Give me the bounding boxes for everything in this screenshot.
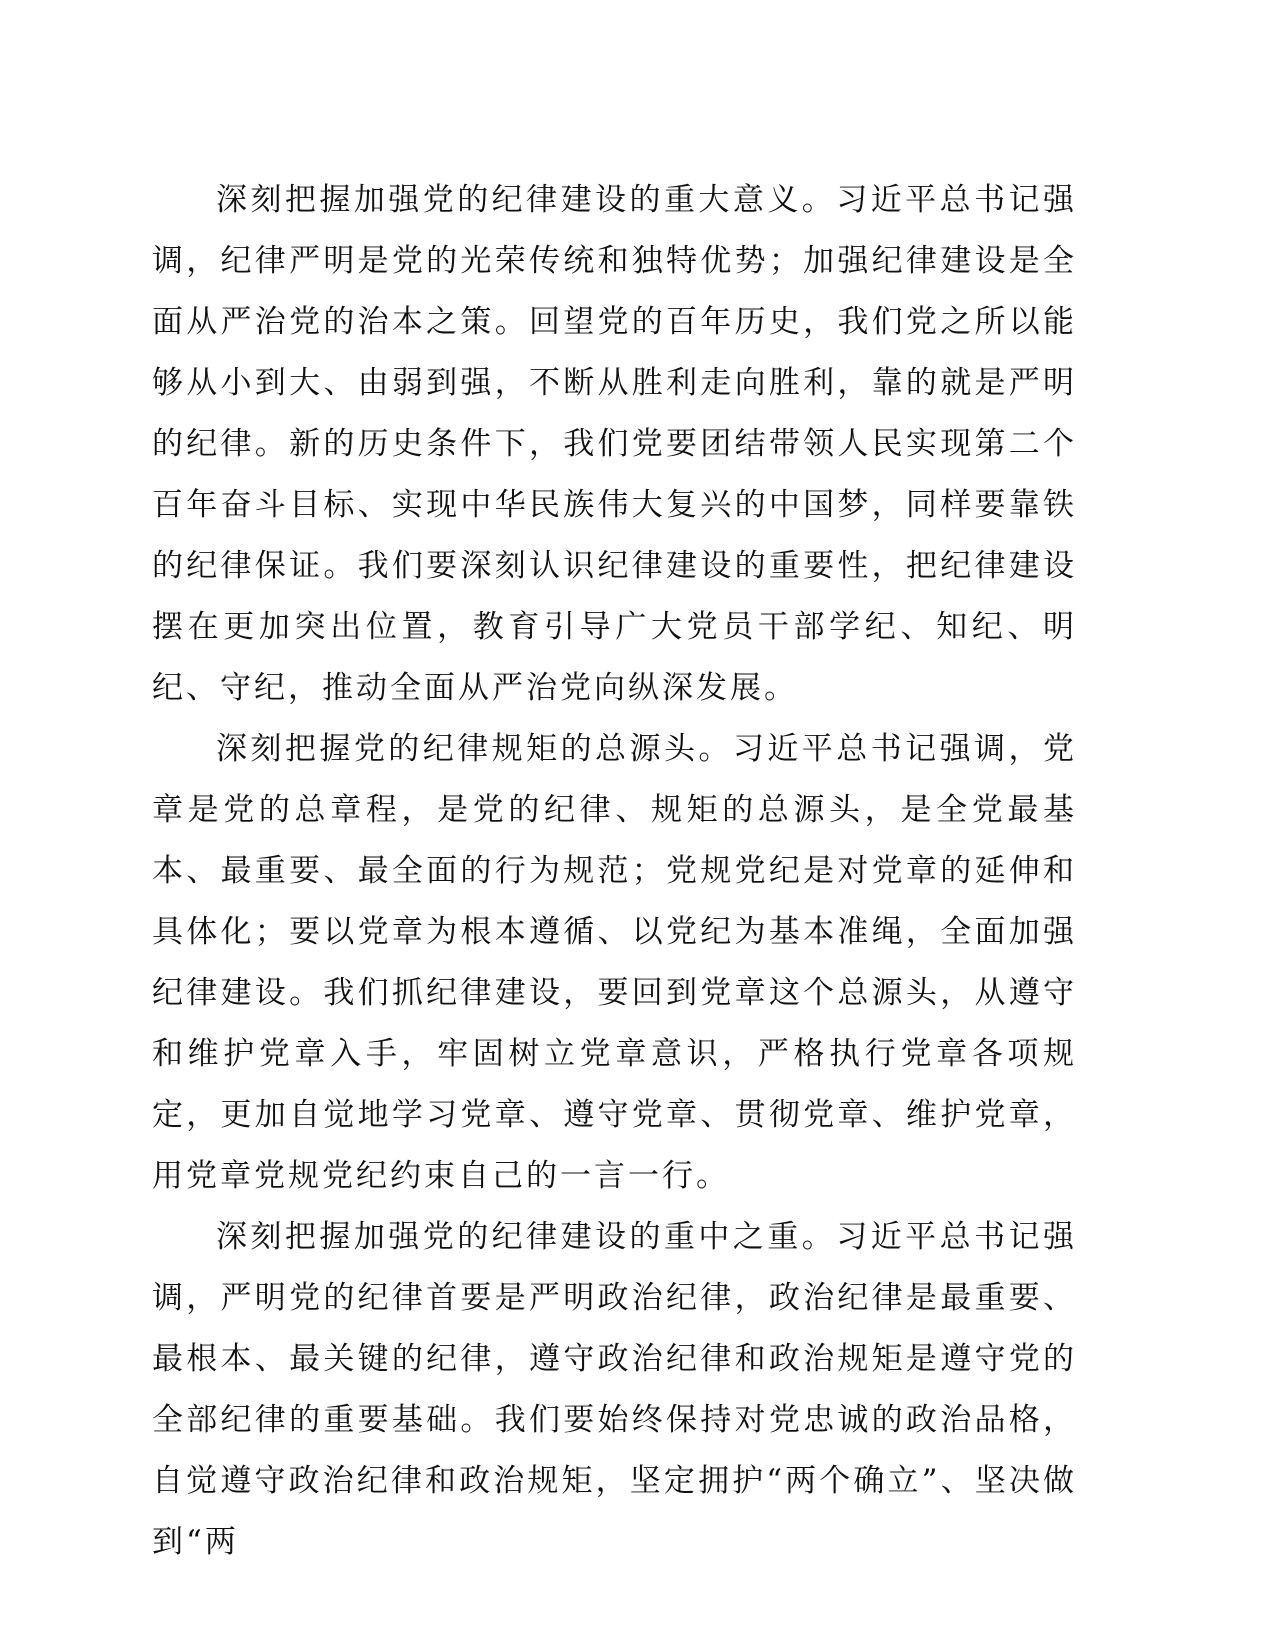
paragraph-party-constitution-source: 深刻把握党的纪律规矩的总源头。习近平总书记强调，党章是党的总章程，是党的纪律、规矩的总源头，是全党最基本、最重要、最全面的行为规范；党规党纪是对党章的延伸和具体化；要以党章为根本遵循、以党纪为基本准绳，全面加强纪律建设。我们抓纪律建设，要回到党章这个总源头，从遵守和维护党章入手，牢固树立党章意识，严格执行党章各项规定，更加自觉地学习党章、遵守党章、贯彻党章、维护党章，用党章党规党纪约束自己的一言一行。	[152, 731, 1077, 1194]
paragraph-political-discipline: 深刻把握加强党的纪律建设的重中之重。习近平总书记强调，严明党的纪律首要是严明政治纪律，政治纪律是最重要、最根本、最关键的纪律，遵守政治纪律和政治规矩是遵守党的全部纪律的重要基础。我们要始终保持对党忠诚的政治品格，自觉遵守政治纪律和政治规矩，坚定拥护“两个确立”、坚决做到“两	[152, 1219, 1077, 1560]
document-body	[152, 170, 1077, 1573]
paragraph-discipline-significance: 深刻把握加强党的纪律建设的重大意义。习近平总书记强调，纪律严明是党的光荣传统和独特优势；加强纪律建设是全面从严治党的治本之策。回望党的百年历史，我们党之所以能够从小到大、由弱到强，不断从胜利走向胜利，靠的就是严明的纪律。新的历史条件下，我们党要团结带领人民实现第二个百年奋斗目标、实现中华民族伟大复兴的中国梦，同样要靠铁的纪律保证。我们要深刻认识纪律建设的重要性，把纪律建设摆在更加突出位置，教育引导广大党员干部学纪、知纪、明纪、守纪，推动全面从严治党向纵深发展。	[152, 182, 1077, 706]
